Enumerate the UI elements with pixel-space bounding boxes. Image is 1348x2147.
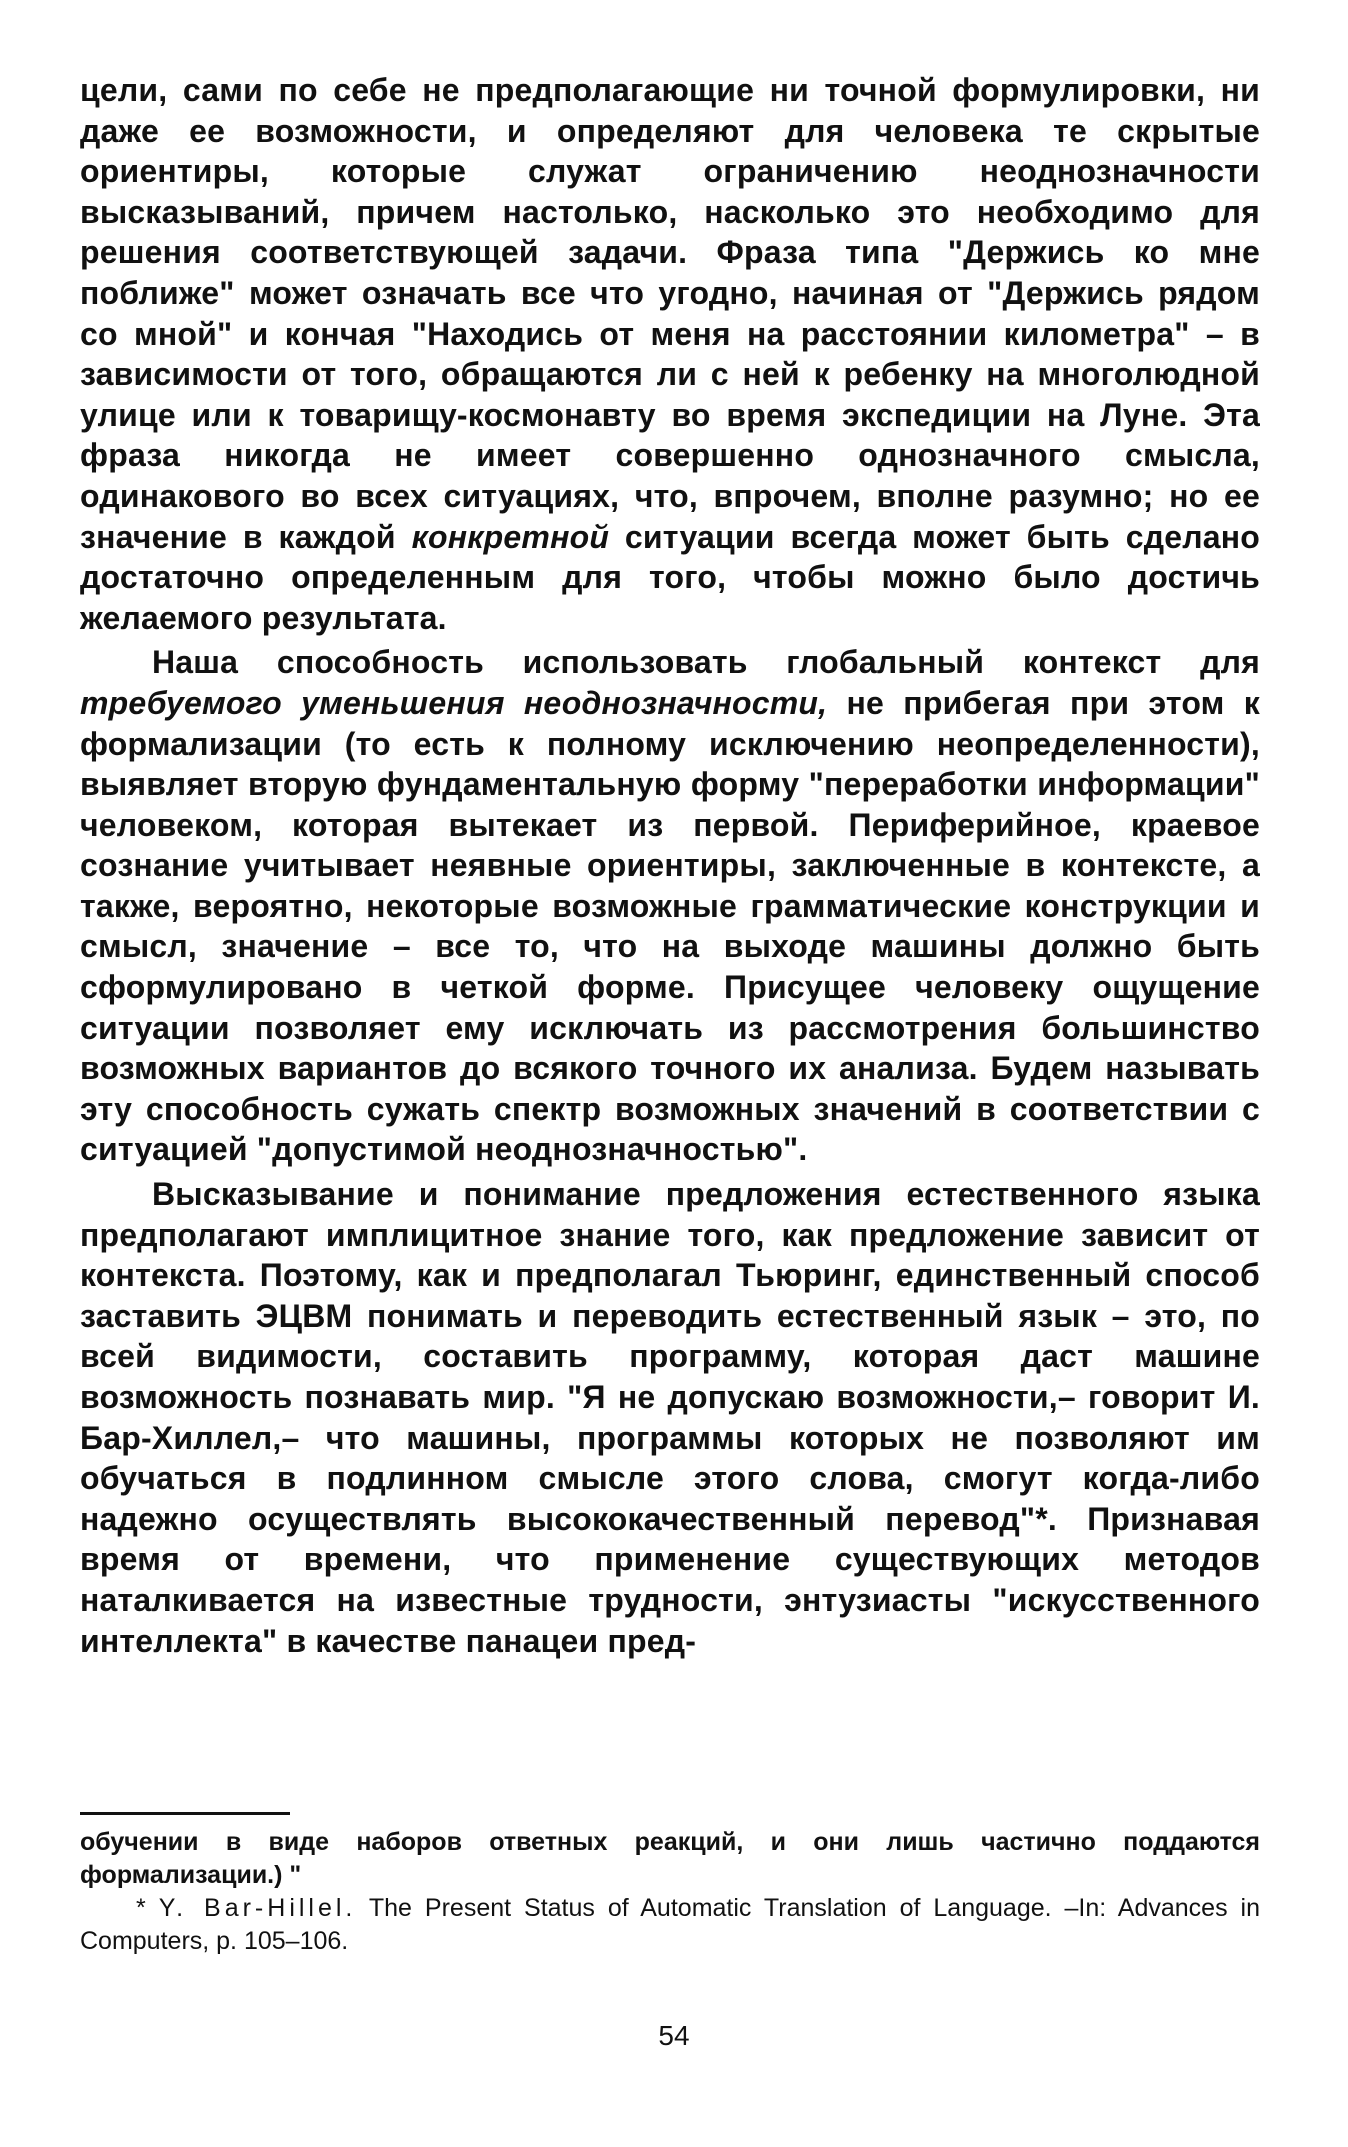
page-number: 54 [658,2020,690,2051]
footnote-author: Y. Bar-Hillel. [158,1894,357,1922]
footnote-citation-text: The Present Status of Automatic Translation of Language. –In: Advances in Computers, p. 105–106. [80,1894,1260,1955]
paragraph-2-text: Наша способность использовать глобальный контекст для [152,644,1260,681]
paragraph-1-text: цели, сами по себе не предполагающие ни точной формулировки, ни даже ее возможности, и определяют для человека те скрытые ориентиры, которые служат ограничению неоднозначности высказываний, причем настолько, насколько это необходимо для решения соответствующей задачи. Фраза типа "Держись ко мне поближе" может означать все что угодно, начиная от "Держись рядом со мной" и кончая "Находись от меня на расстоянии километра" – в зависимости от того, обращаются ли с ней к ребенку на многолюдной улице или к товарищу-космонавту во время экспедиции на Луне. Эта фраза никогда не имеет совершенно однозначного смысла, одинакового во всех ситуациях, что, впрочем, вполне разумно; но ее значение в каждой [80,72,1260,555]
paragraph-3-text: Высказывание и понимание предложения естественного языка предполагают имплицитное знание того, как предложение зависит от контекста. Поэтому, как и предполагал Тьюринг, единственный способ заставить ЭЦВМ понимать и переводить естественный язык – это, по всей видимости, составить программу, которая даст машине возможность познавать мир. "Я не допускаю возможности,– говорит И. Бар-Хиллел,– что машины, программы которых не позволяют им обучаться в подлинном смысле этого слова, смогут когда-либо надежно осуществлять высококачественный перевод"*. Признавая время от времени, что применение существующих методов наталкивается на известные трудности, энтузиасты "искусственного интеллекта" в качестве панацеи пред- [80,1176,1260,1659]
paragraph-1 [80,70,1260,638]
main-text [80,70,1260,1661]
paragraph-2-emphasis: требуемого уменьшения неоднозначности, [80,684,828,721]
paragraph-3 [80,1174,1260,1661]
paragraph-2 [80,642,1260,1170]
footnote-divider [80,1812,290,1815]
footnote-continuation: обучении в виде наборов ответных реакций, и они лишь частично поддаются формализации.) " [80,1828,1260,1889]
paragraph-2-text-end: не прибегая при этом к формализации (то есть к полному исключению неопределенности), выявляет вторую фундаментальную форму "переработки информации" человеком, которая вытекает из первой. Периферийное, краевое сознание учитывает неявные ориентиры, заключенные в контексте, а также, вероятно, некоторые возможные грамматические конструкции и смысл, значение – все то, что на выходе машины должно быть сформулировано в четкой форме. Присущее человеку ощущение ситуации позволяет ему исключать из рассмотрения большинство возможных вариантов до всякого точного их анализа. Будем называть эту способность сужать спектр возможных значений в соответствии с ситуацией "допустимой неоднозначностью". [80,684,1260,1168]
footnotes [80,1826,1260,1958]
paragraph-1-emphasis: конкретной [411,518,610,555]
footnote-star: * [136,1894,159,1922]
footnote-citation [80,1892,1260,1958]
paragraph-1-text-end: ситуации всегда может быть сделано достаточно определенным для того, чтобы можно было достичь желаемого результата. [80,518,1261,636]
